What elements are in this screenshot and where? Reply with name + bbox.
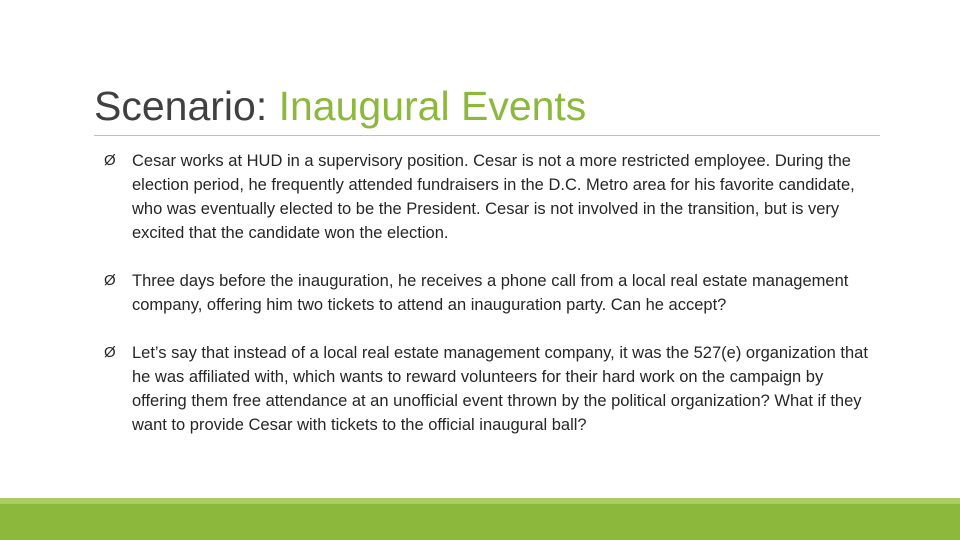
arrowhead-bullet-icon: Ø [104, 152, 116, 169]
bullet-item [104, 269, 880, 317]
bullet-text: Cesar works at HUD in a supervisory position. Cesar is not a more restricted employee. During the election period, he frequently attended fundraisers in the D.C. Metro area for his favorite candidate, who was eventually elected to be the President. Cesar is not involved in the transition, but is very excited that the candidate won the election. [132, 152, 855, 242]
title-prefix: Scenario: [94, 83, 279, 129]
title-accent: Inaugural Events [278, 83, 587, 129]
bullet-text: Three days before the inauguration, he receives a phone call from a local real estate management company, offering him two tickets to attend an inauguration party. Can he accept? [132, 272, 849, 314]
arrowhead-bullet-icon: Ø [104, 344, 116, 361]
bullet-item [104, 149, 880, 245]
arrowhead-bullet-icon: Ø [104, 272, 116, 289]
bullet-list [104, 149, 880, 461]
bullet-item [104, 341, 880, 437]
title-divider [94, 135, 880, 136]
footer-accent-line [0, 498, 960, 504]
bullet-text: Let’s say that instead of a local real estate management company, it was the 527(e) organization that he was affiliated with, which wants to reward volunteers for their hard work on the campaign by offering them free attendance at an unofficial event thrown by the political organization? What if they want to provide Cesar with tickets to the official inaugural ball? [132, 344, 868, 434]
slide-title [94, 80, 586, 132]
footer-accent-bar [0, 498, 960, 540]
